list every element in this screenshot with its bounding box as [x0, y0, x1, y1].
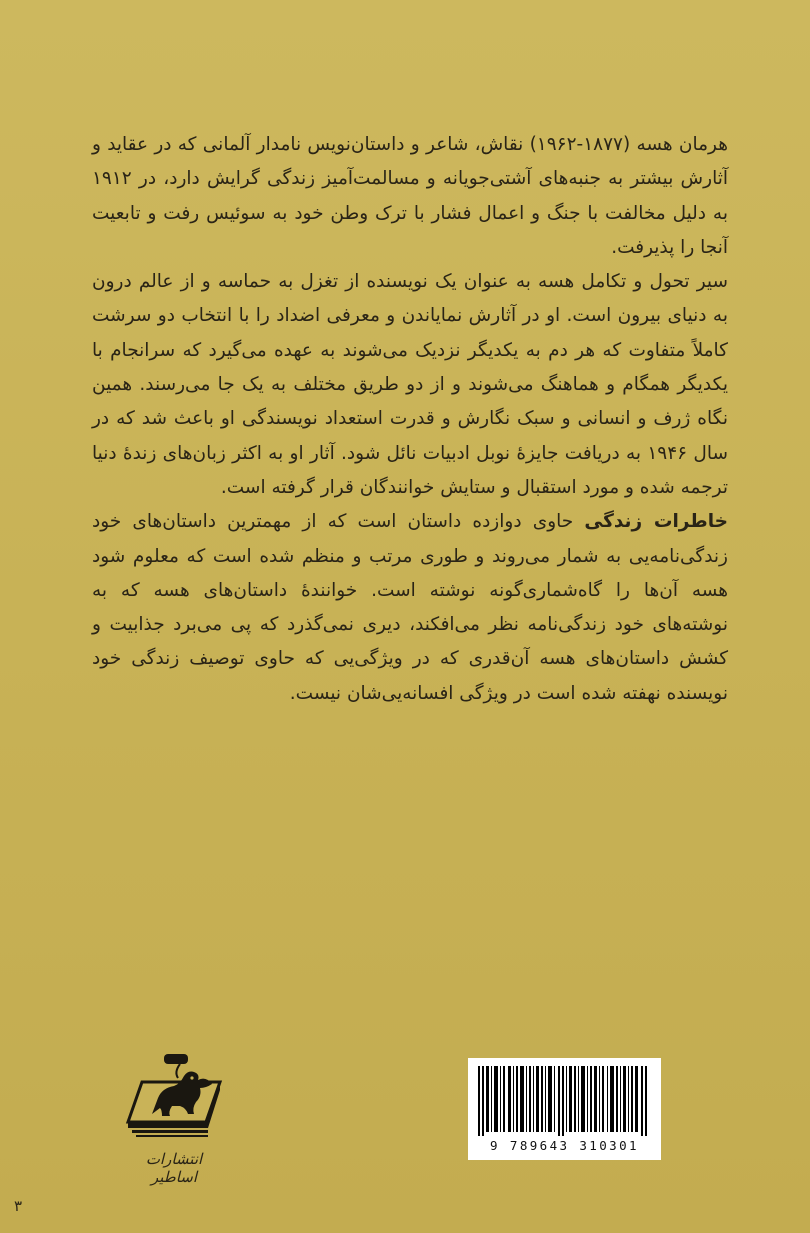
- isbn-barcode: [468, 1058, 661, 1160]
- isbn-number: 9 789643 310301: [490, 1138, 639, 1153]
- blurb-text: [92, 128, 728, 711]
- book-title: خاطرات زندگی: [584, 511, 729, 533]
- publisher-name: انتشارات اساطیر: [145, 1150, 203, 1186]
- page-number: ۳: [14, 1197, 23, 1215]
- paragraph-evolution: سیر تحول و تکامل هسه به عنوان یک نویسنده از تغزل به حماسه و از عالم درون به دنیای بیرون است. او در آثارش نمایاندن و معرفی اضداد را با انتخاب دو سرشت کاملاً متفاوت که هر دم به یکدیگر نزدیک می‌شوند به عهده می‌گیرد که سرانجام با یکدیگر همگام و هماهنگ می‌شوند و از دو طریق مختلف به یک جا می‌رسند. همین نگاه ژرف و انسانی و سبک نگارش و قدرت استعداد نویسندگی او باعث شد که در سال ۱۹۴۶ به دریافت جایزهٔ نوبل ادبیات نائل شود. آثار او به اکثر زبان‌های زندهٔ دنیا ترجمه شده و مورد استقبال و ستایش خوانندگان قرار گرفته است.: [92, 271, 728, 498]
- paragraph-biography: هرمان هسه (۱۸۷۷-۱۹۶۲) نقاش، شاعر و داستان‌نویس نامدار آلمانی که در عقاید و آثارش بیشتر به جنبه‌های آشتی‌جویانه و مسالمت‌آمیز زندگی گرایش دارد، در ۱۹۱۲ به دلیل مخالفت با جنگ و اعمال فشار با ترک وطن خود به سوئیس رفت و تابعیت آنجا را پذیرفت.: [92, 134, 728, 258]
- paragraph-book-description: [92, 505, 728, 711]
- book-description: حاوی دوازده داستان است که از مهمترین داستان‌های خود زندگی‌نامه‌یی به شمار می‌روند و طوری مرتب و منظم شده است که معلوم شود هسه آن‌ها را گاه‌شماری‌گونه نوشته است. خوانندهٔ داستان‌های هسه که به نوشته‌های خود زندگی‌نامه نظر می‌افکند، دیری نمی‌گذرد که پی می‌برد جذابیت و کشش داستان‌های هسه آن‌قدری که در ویژگی‌یی که حاوی توصیف زندگی خود نویسنده نهفته شده است در ویژگی افسانه‌یی‌شان نیست.: [92, 511, 728, 704]
- griffin-lion-icon: [122, 1050, 226, 1154]
- barcode-bars: [476, 1066, 653, 1136]
